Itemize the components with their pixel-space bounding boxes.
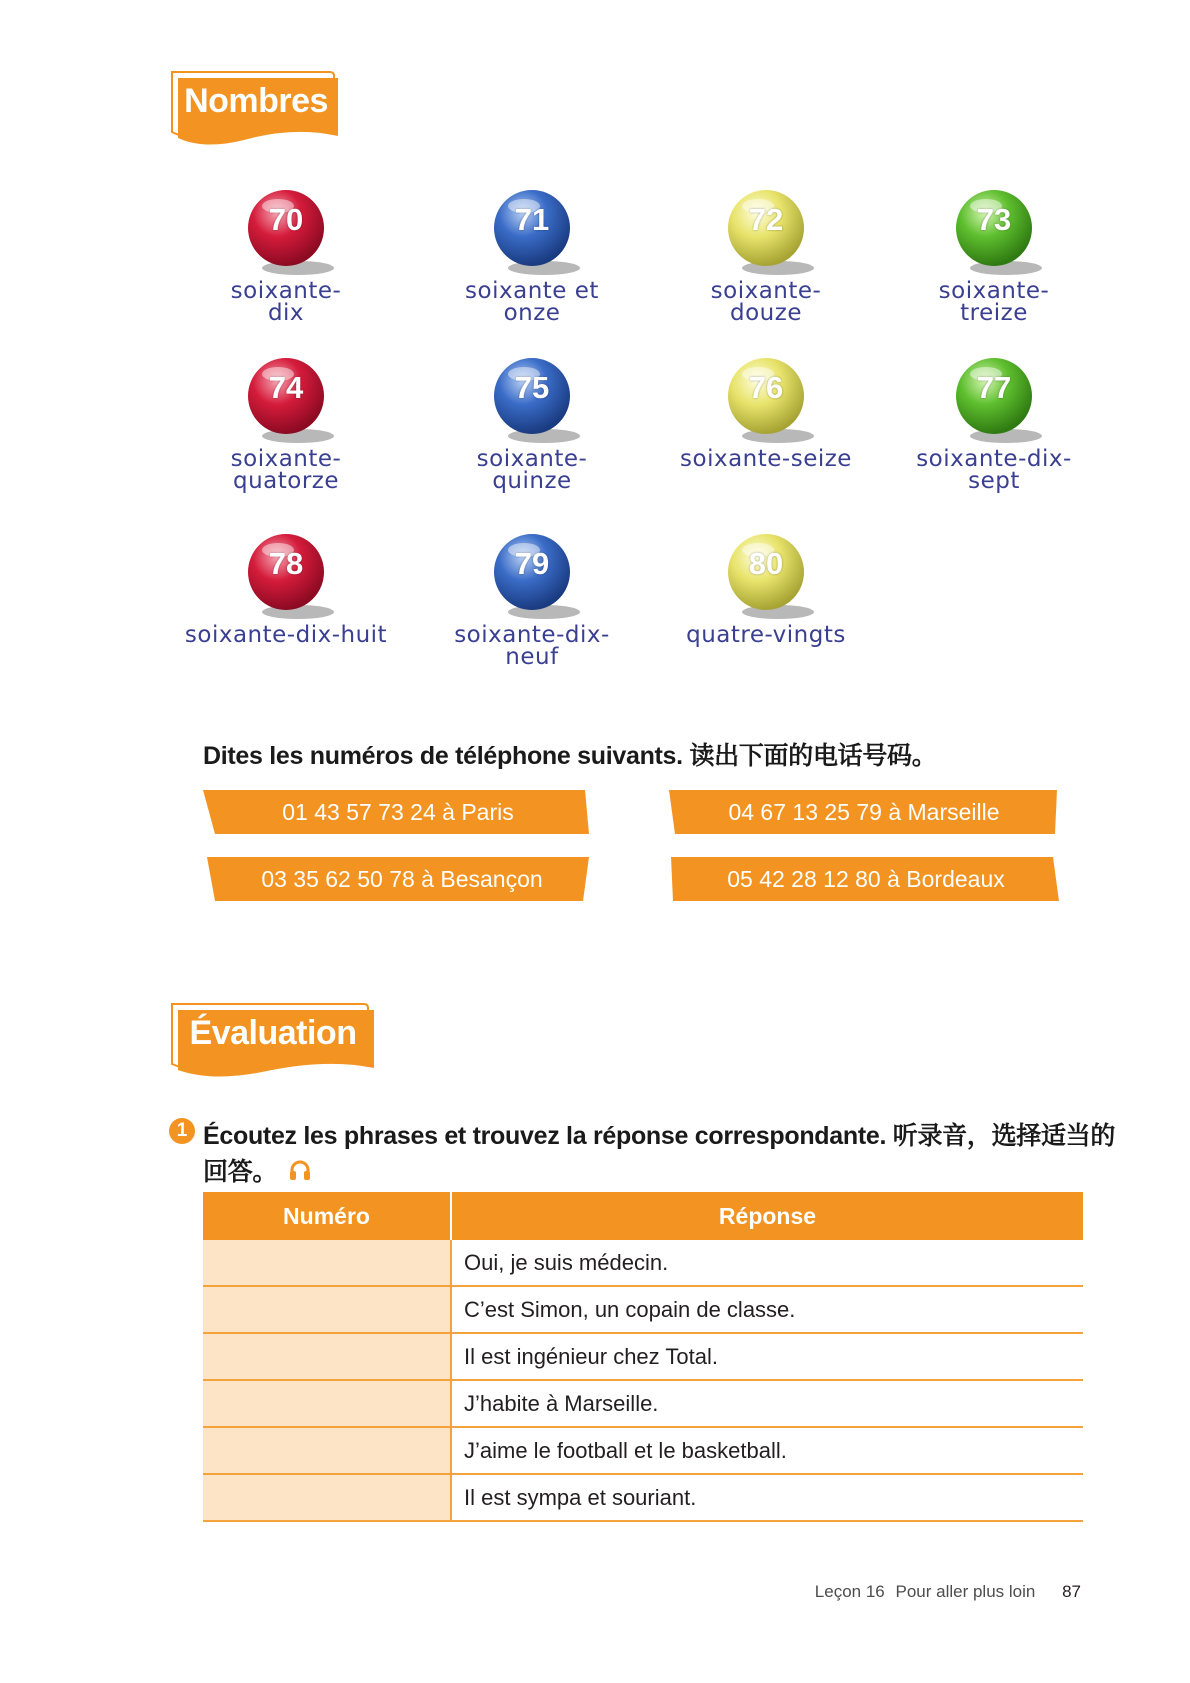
ball-number: 77 <box>976 370 1012 405</box>
reponse-cell: C’est Simon, un copain de classe. <box>451 1286 1083 1333</box>
header-reponse: Réponse <box>451 1192 1083 1240</box>
eval-instruction-line1: Écoutez les phrases et trouvez la réponse correspondante. 听录音，选择适当的 <box>203 1122 1116 1150</box>
number-word: soixante- treize <box>938 278 1050 326</box>
numero-cell[interactable] <box>203 1240 451 1286</box>
section-tab-nombres <box>170 70 342 150</box>
ball-number: 71 <box>514 202 550 237</box>
numero-cell[interactable] <box>203 1474 451 1521</box>
phone-band <box>207 857 597 901</box>
section-tab-evaluation <box>170 1002 376 1082</box>
ball-number: 70 <box>268 202 304 237</box>
table-header-row <box>203 1192 1083 1240</box>
number-word: soixante- quatorze <box>230 446 342 494</box>
number-word: soixante- quinze <box>476 446 588 494</box>
page-footer <box>815 1582 1081 1602</box>
number-word: soixante- dix <box>230 278 342 326</box>
table-row <box>203 1427 1083 1474</box>
number-word: soixante- douze <box>710 278 822 326</box>
number-word: soixante-dix- sept <box>916 446 1072 494</box>
ball-number: 72 <box>748 202 784 237</box>
ball-number: 73 <box>976 202 1012 237</box>
ball-number: 75 <box>514 370 550 405</box>
table-row <box>203 1240 1083 1286</box>
header-numero: Numéro <box>203 1192 451 1240</box>
footer-title: Pour aller plus loin <box>895 1582 1036 1601</box>
ball-number: 80 <box>748 546 784 581</box>
number-ball <box>492 188 632 288</box>
table-row <box>203 1286 1083 1333</box>
number-word: soixante et onze <box>465 278 599 326</box>
number-word: quatre-vingts <box>686 622 846 648</box>
eval-instruction-line2-text: 回答。 <box>203 1158 278 1186</box>
phone-band <box>669 790 1059 834</box>
section-title-nombres: Nombres <box>184 82 328 120</box>
answer-table <box>203 1192 1083 1522</box>
number-ball <box>954 188 1094 288</box>
number-word: soixante-seize <box>680 446 852 472</box>
table-row <box>203 1333 1083 1380</box>
phone-instruction: Dites les numéros de téléphone suivants. 读出下面的电话号码。 <box>203 742 937 770</box>
reponse-cell: Oui, je suis médecin. <box>451 1240 1083 1286</box>
phone-band <box>203 790 593 834</box>
number-ball <box>492 532 632 632</box>
phone-number: 03 35 62 50 78 à Besançon <box>261 866 543 892</box>
number-ball <box>954 356 1094 456</box>
reponse-cell: J’habite à Marseille. <box>451 1380 1083 1427</box>
numero-cell[interactable] <box>203 1333 451 1380</box>
ball-number: 78 <box>268 546 304 581</box>
page-number: 87 <box>1062 1582 1081 1601</box>
number-ball <box>726 532 866 632</box>
phone-number: 05 42 28 12 80 à Bordeaux <box>727 866 1005 892</box>
ball-number: 79 <box>514 546 550 581</box>
number-word: soixante-dix-huit <box>184 622 388 648</box>
headphones-icon[interactable] <box>288 1158 312 1189</box>
table-row <box>203 1380 1083 1427</box>
footer-lesson: Leçon 16 <box>814 1582 885 1601</box>
number-ball <box>726 188 866 288</box>
number-ball <box>492 356 632 456</box>
number-ball <box>246 356 386 456</box>
number-ball <box>246 188 386 288</box>
numero-cell[interactable] <box>203 1427 451 1474</box>
reponse-cell: J’aime le football et le basketball. <box>451 1427 1083 1474</box>
exercise-number-badge: 1 <box>169 1118 195 1144</box>
table-row <box>203 1474 1083 1521</box>
section-title-evaluation: Évaluation <box>189 1014 357 1052</box>
reponse-cell: Il est sympa et souriant. <box>451 1474 1083 1521</box>
ball-number: 74 <box>268 370 304 405</box>
phone-number: 01 43 57 73 24 à Paris <box>282 799 514 825</box>
number-word: soixante-dix- neuf <box>454 622 610 670</box>
ball-number: 76 <box>748 370 784 405</box>
reponse-cell: Il est ingénieur chez Total. <box>451 1333 1083 1380</box>
number-ball <box>726 356 866 456</box>
numero-cell[interactable] <box>203 1380 451 1427</box>
phone-band <box>671 857 1061 901</box>
eval-instruction-line2 <box>203 1152 312 1189</box>
number-ball <box>246 532 386 632</box>
phone-number: 04 67 13 25 79 à Marseille <box>728 799 1000 825</box>
numero-cell[interactable] <box>203 1286 451 1333</box>
